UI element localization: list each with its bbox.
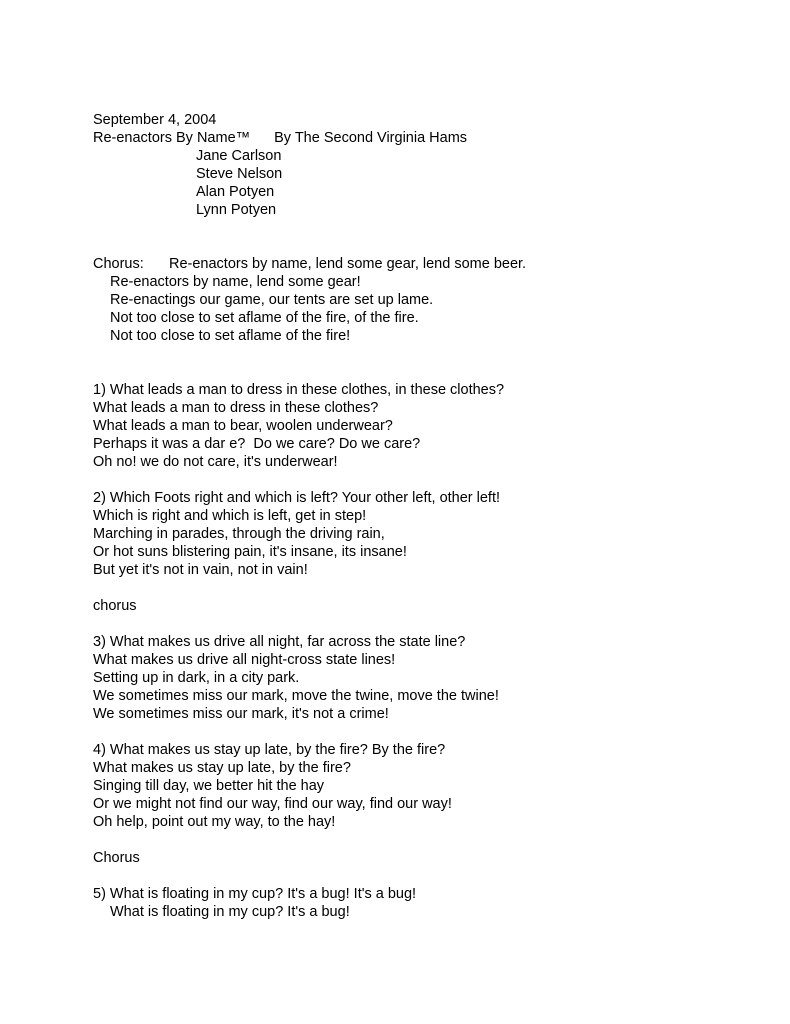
verse4-line: What makes us stay up late, by the fire? <box>93 760 351 776</box>
verse2-line: Marching in parades, through the driving rain, <box>93 526 385 542</box>
lyrics-document <box>93 111 526 921</box>
verse5-line: What is floating in my cup? It's a bug! <box>110 904 350 920</box>
song-byline: By The Second Virginia Hams <box>274 130 468 146</box>
verse1-line: Perhaps it was a dar e? Do we care? Do we care? <box>93 436 421 452</box>
chorus-first-line <box>93 255 526 273</box>
verse3-line: What makes us drive all night-cross state lines! <box>93 652 396 668</box>
document-date: September 4, 2004 <box>93 112 217 128</box>
verse3-line: We sometimes miss our mark, move the twine, move the twine! <box>93 688 499 704</box>
verse4-line: Or we might not find our way, find our way, find our way! <box>93 796 452 812</box>
verse4-line: Singing till day, we better hit the hay <box>93 778 325 794</box>
verse3-line: 3) What makes us drive all night, far across the state line? <box>93 634 466 650</box>
chorus-label: Chorus: <box>93 256 144 272</box>
chorus-line: Re-enactors by name, lend some gear! <box>110 274 361 290</box>
verse1-line: What leads a man to bear, woolen underwear? <box>93 418 393 434</box>
author-name: Lynn Potyen <box>196 202 277 218</box>
verse2-line: 2) Which Foots right and which is left? Your other left, other left! <box>93 490 501 506</box>
verse2-line: Which is right and which is left, get in step! <box>93 508 367 524</box>
chorus-line: Re-enactings our game, our tents are set up lame. <box>110 292 434 308</box>
verse5-line: 5) What is floating in my cup? It's a bug! It's a bug! <box>93 886 417 902</box>
verse4-line: Oh help, point out my way, to the hay! <box>93 814 336 830</box>
verse3-line: We sometimes miss our mark, it's not a crime! <box>93 706 389 722</box>
verse1-line: What leads a man to dress in these clothes? <box>93 400 379 416</box>
chorus-line: Not too close to set aflame of the fire, of the fire. <box>110 310 419 326</box>
song-title: Re-enactors By Name™ <box>93 130 251 146</box>
author-name: Alan Potyen <box>196 184 275 200</box>
verse1-line: 1) What leads a man to dress in these clothes, in these clothes? <box>93 382 505 398</box>
chorus-reference: chorus <box>93 598 137 614</box>
song-title-line <box>93 129 526 147</box>
verse2-line: Or hot suns blistering pain, it's insane, its insane! <box>93 544 407 560</box>
verse3-line: Setting up in dark, in a city park. <box>93 670 300 686</box>
verse1-line: Oh no! we do not care, it's underwear! <box>93 454 338 470</box>
chorus-reference: Chorus <box>93 850 140 866</box>
verse2-line: But yet it's not in vain, not in vain! <box>93 562 308 578</box>
chorus-line: Re-enactors by name, lend some gear, lend some beer. <box>169 256 527 272</box>
chorus-line: Not too close to set aflame of the fire! <box>110 328 351 344</box>
verse4-line: 4) What makes us stay up late, by the fire? By the fire? <box>93 742 446 758</box>
author-name: Steve Nelson <box>196 166 283 182</box>
author-name: Jane Carlson <box>196 148 282 164</box>
